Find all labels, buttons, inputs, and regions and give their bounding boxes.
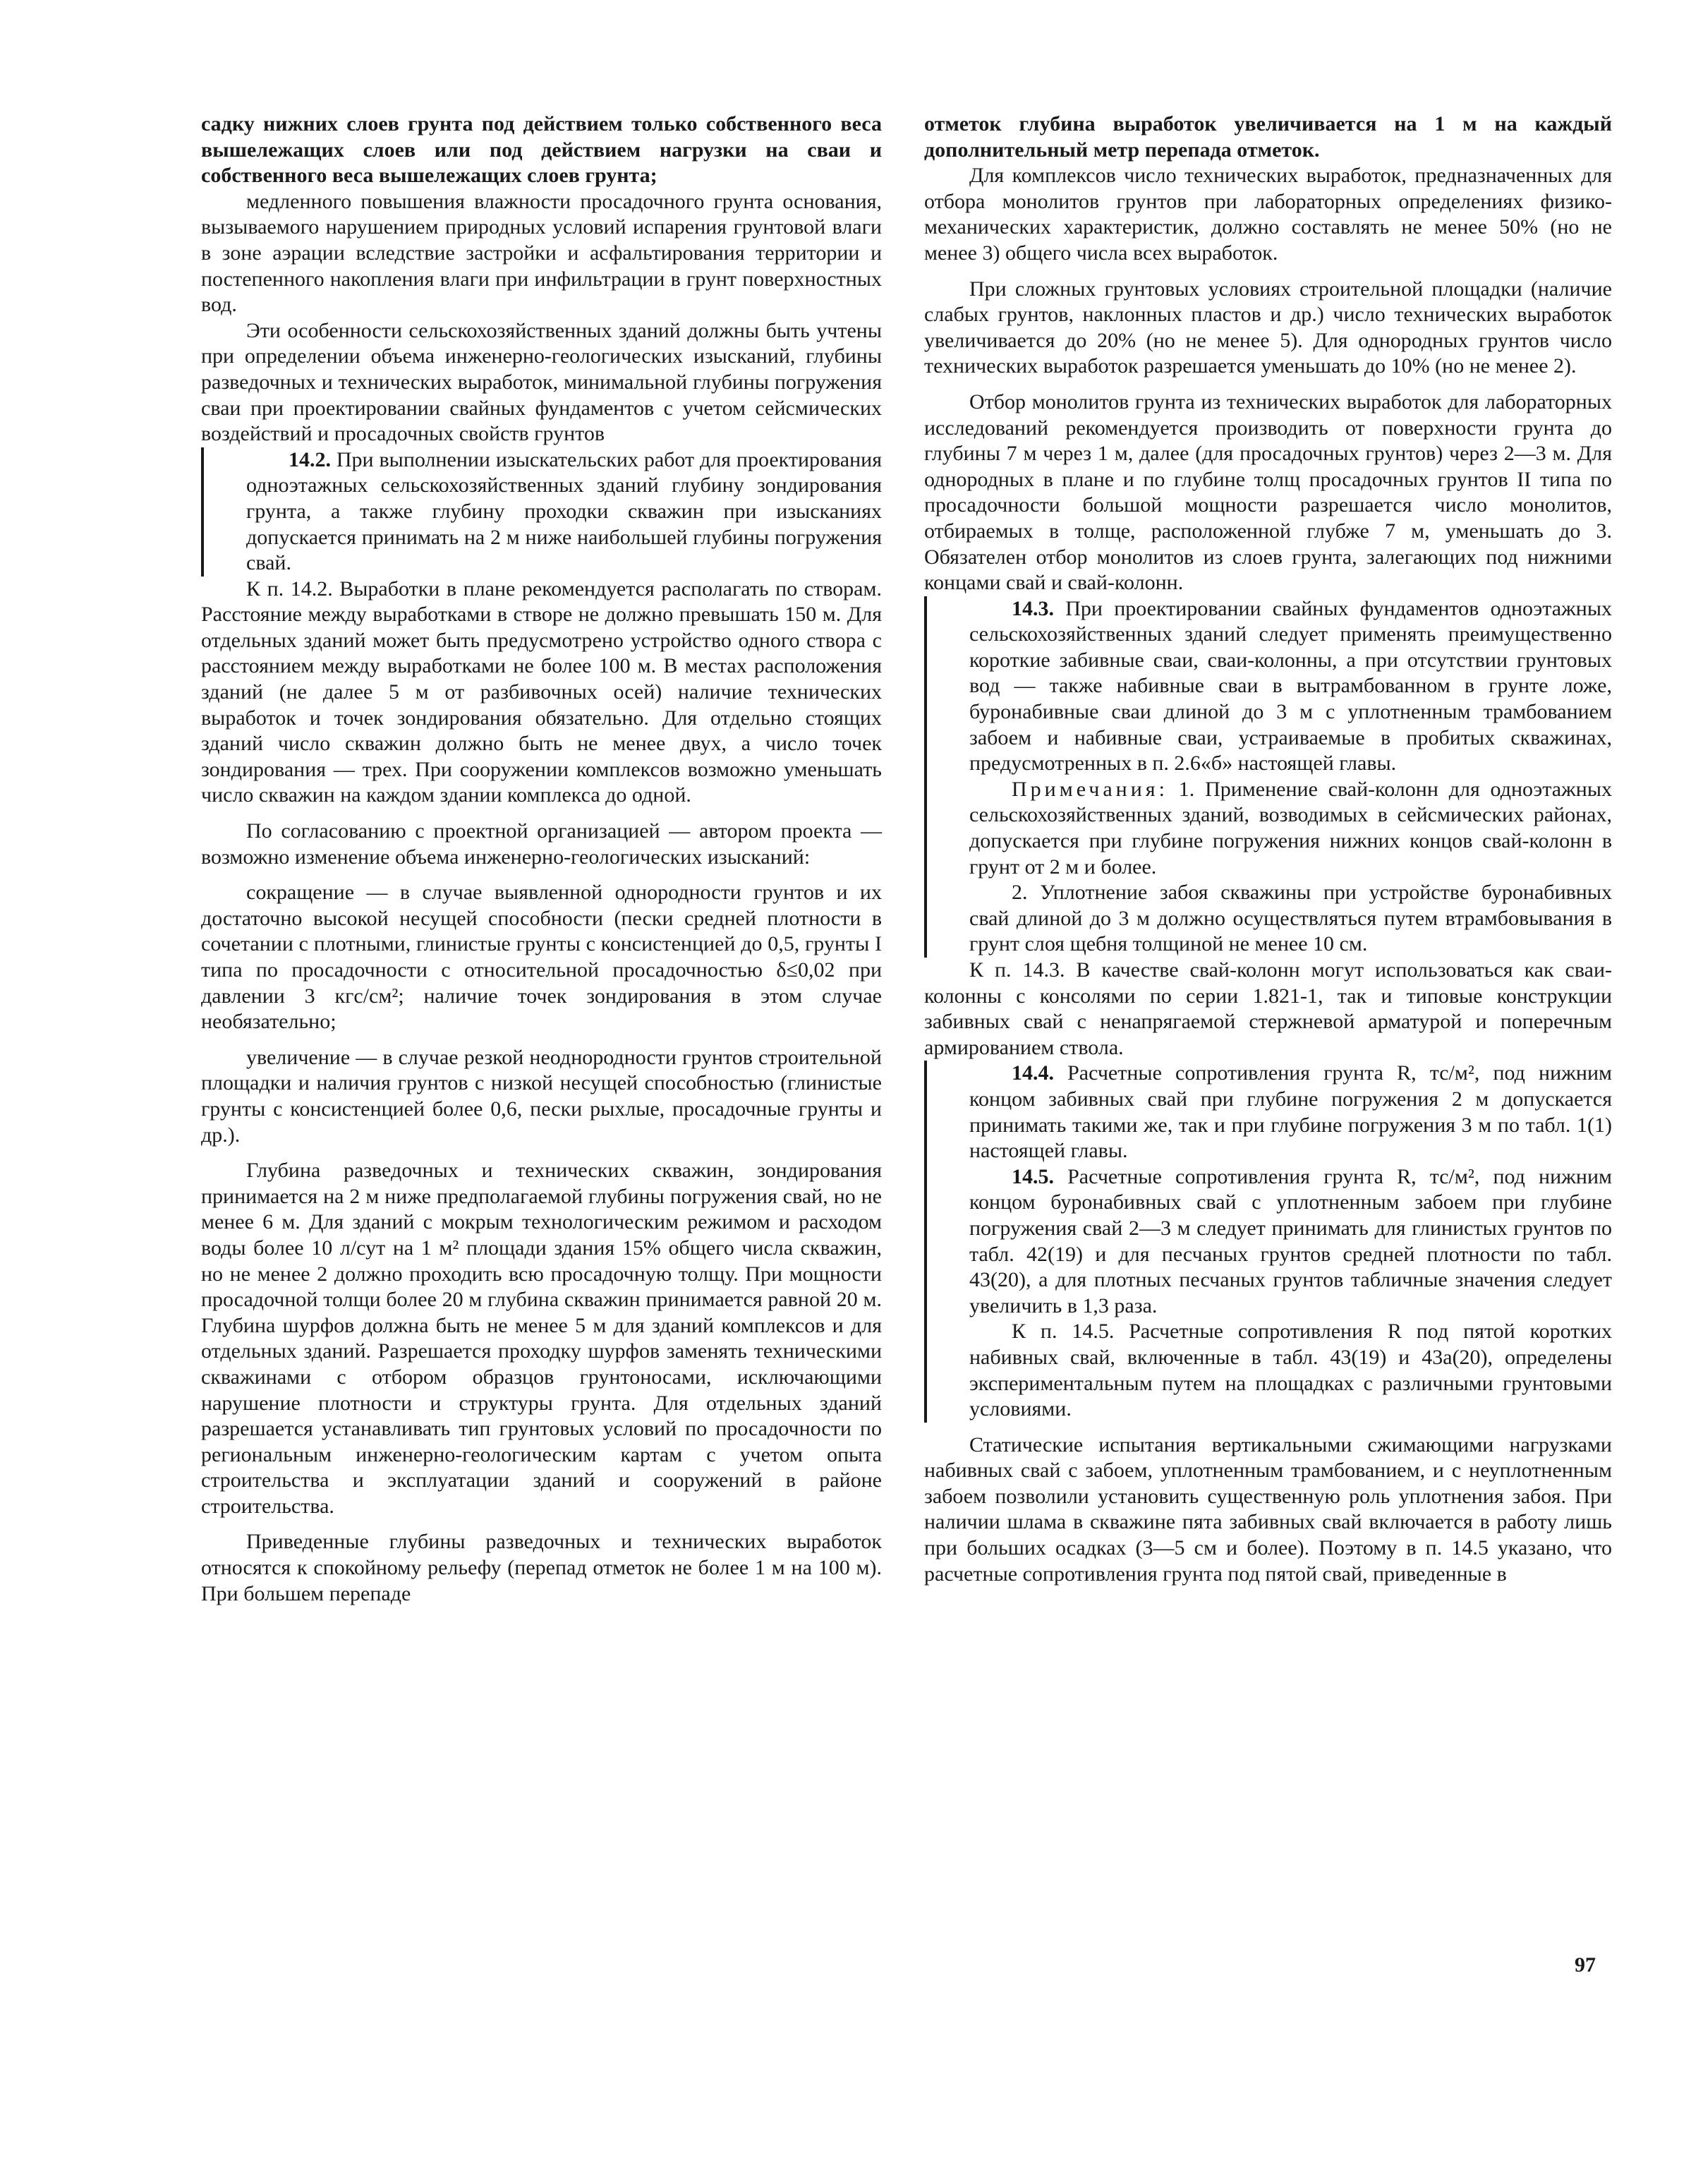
clause-text: Расчетные сопротивления грунта R, тс/м², под нижним концом буронабивных свай с уплотненным забоем при глубине погружения свай 2—3 м следует принимать для глинистых грунтов по табл. 42(19) и для песчаных грунтов средней плотности по табл. 43(20), а для плотных песчаных грунтов табличные значения следует увеличить в 1,3 раза. [969,1164,1612,1317]
clause-number: 14.4. [1012,1061,1054,1085]
clause-14-4-14-5 [924,1061,1612,1422]
clause-number: 14.2. [289,447,331,471]
left-column [201,111,882,1607]
paragraph: При сложных грунтовых условиях строительной площадки (наличие слабых грунтов, наклонных пластов и др.) число технических выработок увеличивается до 20% (но не менее 5). Для однородных грунтов число технических выработок разрешается уменьшать до 10% (но не менее 2). [924,277,1612,378]
clause-number: 14.3. [1012,596,1054,620]
clause-text: При выполнении изыскательских работ для проектирования одноэтажных сельскохозяйственных зданий глубину зондирования грунта, а также глубину проходки скважин при изысканиях допускается принимать на 2 м ниже наибольшей глубины погружения свай. [246,447,882,575]
paragraph: садку нижних слоев грунта под действием только собственного веса вышележащих слоев или под действием нагрузки на сваи и собственного веса вышележащих слоев грунта; [201,112,882,188]
paragraph: Отбор монолитов грунта из технических выработок для лабораторных исследований рекомендуется производить от поверхности грунта до глубины 7 м через 1 м, далее (для просадочных грунтов) через 2—3 м. Для однородных в плане и по глубине толщ просадочных грунтов II типа по просадочности большой мощности разрешается число монолитов, отбираемых в толще, расположенной глубже 7 м, уменьшать до 3. Обязателен отбор монолитов из слоев грунта, залегающих под нижними концами свай и свай-колонн. [924,390,1612,595]
paragraph: увеличение — в случае резкой неоднородности грунтов строительной площадки и наличия грунтов с низкой несущей способностью (глинистые грунты с консистенцией более 0,6, пески рыхлые, просадочные грунты и др.). [201,1045,882,1147]
right-column [924,111,1612,1587]
paragraph: отметок глубина выработок увеличивается на 1 м на каждый дополнительный метр перепада отметок. [924,112,1612,162]
paragraph: Глубина разведочных и технических скважин, зондирования принимается на 2 м ниже предполагаемой глубины погружения свай, но не менее 6 м. Для зданий с мокрым технологическим режимом и расходом воды более 10 л/сут на 1 м² площади здания 15% общего числа скважин, но не менее 2 должно проходить всю просадочную толщу. При мощности просадочной толщи более 20 м глубина скважин принимается равной 20 м. Глубина шурфов должна быть не менее 5 м для зданий комплексов и для отдельных зданий. Разрешается проходку шурфов заменять техническими скважинами с отбором образцов грунтоносами, исключающими нарушение плотности и структуры грунта. Для отдельных зданий разрешается устанавливать тип грунтовых условий по просадочности по региональным инженерно-геологическим картам с учетом опыта строительства и эксплуатации зданий и сооружений в районе строительства. [201,1159,882,1518]
note-text: 1. Применение свай-колонн для одноэтажных сельскохозяйственных зданий, возводимых в сейсмических районах, допускается при глубине погружения нижних концов свай-колонн в грунт от 2 м и более. [969,777,1612,879]
paragraph: По согласованию с проектной организацией — автором проекта — возможно изменение объема инженерно-геологических изысканий: [201,819,882,869]
clause-number: 14.5. [1012,1164,1054,1188]
clause-14-3 [924,596,1612,958]
page-number: 97 [1575,1953,1596,1977]
paragraph: Статические испытания вертикальными сжимающими нагрузками набивных свай с забоем, уплотненным трамбованием, и с неуплотненным забоем позволили установить существенную роль уплотнения забоя. При наличии шлама в скважине пята забивных свай включается в работу лишь при больших осадках (3—5 см и более). Поэтому в п. 14.5 указано, что расчетные сопротивления грунта под пятой свай, приведенные в [924,1432,1612,1586]
paragraph: Приведенные глубины разведочных и технических выработок относятся к спокойному рельефу (перепад отметок не более 1 м на 100 м). При большем перепаде [201,1530,882,1605]
commentary-14-2: К п. 14.2. Выработки в плане рекомендуется располагать по створам. Расстояние между выработками в створе не должно превышать 150 м. Для отдельных зданий может быть предусмотрено устройство одного створа с расстоянием между выработками не более 100 м. В местах расположения зданий (не далее 5 м от разбивочных осей) наличие технических выработок и точек зондирования обязательно. Для отдельно стоящих зданий число скважин должно быть не менее двух, а число точек зондирования — трех. При сооружении комплексов возможно уменьшать число скважин на каждом здании комплекса до одной. [201,577,882,807]
paragraph: Для комплексов число технических выработок, предназначенных для отбора монолитов грунтов при лабораторных определениях физико-механических характеристик, должно составлять не менее 50% (но не менее 3) общего числа всех выработок. [924,164,1612,265]
clause-text: Расчетные сопротивления грунта R, тс/м², под нижним концом забивных свай при глубине погружения 2 м допускается принимать такими же, так и при глубине погружения 3 м по табл. 1(1) настоящей главы. [969,1061,1612,1163]
paragraph: медленного повышения влажности просадочного грунта основания, вызываемого нарушением природных условий испарения грунтовой влаги в зоне аэрации вследствие застройки и асфальтирования территории и постепенного накопления влаги при инфильтрации в грунт поверхностных вод. [201,189,882,317]
commentary-14-5: К п. 14.5. Расчетные сопротивления R под пятой коротких набивных свай, включенные в табл. 43(19) и 43а(20), определены экспериментальным путем на площадках с различными грунтовыми условиями. [969,1320,1612,1421]
note-text: 2. Уплотнение забоя скважины при устройстве буронабивных свай длиной до 3 м должно осуществляться путем втрамбовывания в грунт слоя щебня толщиной не менее 10 см. [969,881,1612,956]
paragraph: сокращение — в случае выявленной однородности грунтов и их достаточно высокой несущей способности (пески средней плотности в сочетании с плотными, глинистые грунты с консистенцией до 0,5, грунты I типа по просадочности с относительной просадочностью δ≤0,02 при давлении 3 кгс/см²; наличие точек зондирования в этом случае необязательно; [201,881,882,1034]
notes-label: Примечания: [1012,777,1168,801]
paragraph: Эти особенности сельскохозяйственных зданий должны быть учтены при определении объема инженерно-геологических изысканий, глубины разведочных и технических выработок, минимальной глубины погружения сваи при проектировании свайных фундаментов с учетом сейсмических воздействий и просадочных свойств грунтов [201,318,882,446]
clause-14-2 [201,447,882,577]
commentary-14-3: К п. 14.3. В качестве свай-колонн могут использоваться как сваи-колонны с консолями по серии 1.821-1, так и типовые конструкции забивных свай с ненапрягаемой стержневой арматурой и поперечным армированием ствола. [924,958,1612,1059]
clause-text: При проектировании свайных фундаментов одноэтажных сельскохозяйственных зданий следует применять преимущественно короткие забивные сваи, сваи-колонны, а при отсутствии грунтовых вод — также набивные сваи в вытрамбованном в грунте ложе, буронабивные сваи длиной до 3 м с уплотненным трамбованием забоем и набивные сваи, устраиваемые в пробитых скважинах, предусмотренных в п. 2.6«б» настоящей главы. [969,596,1612,776]
